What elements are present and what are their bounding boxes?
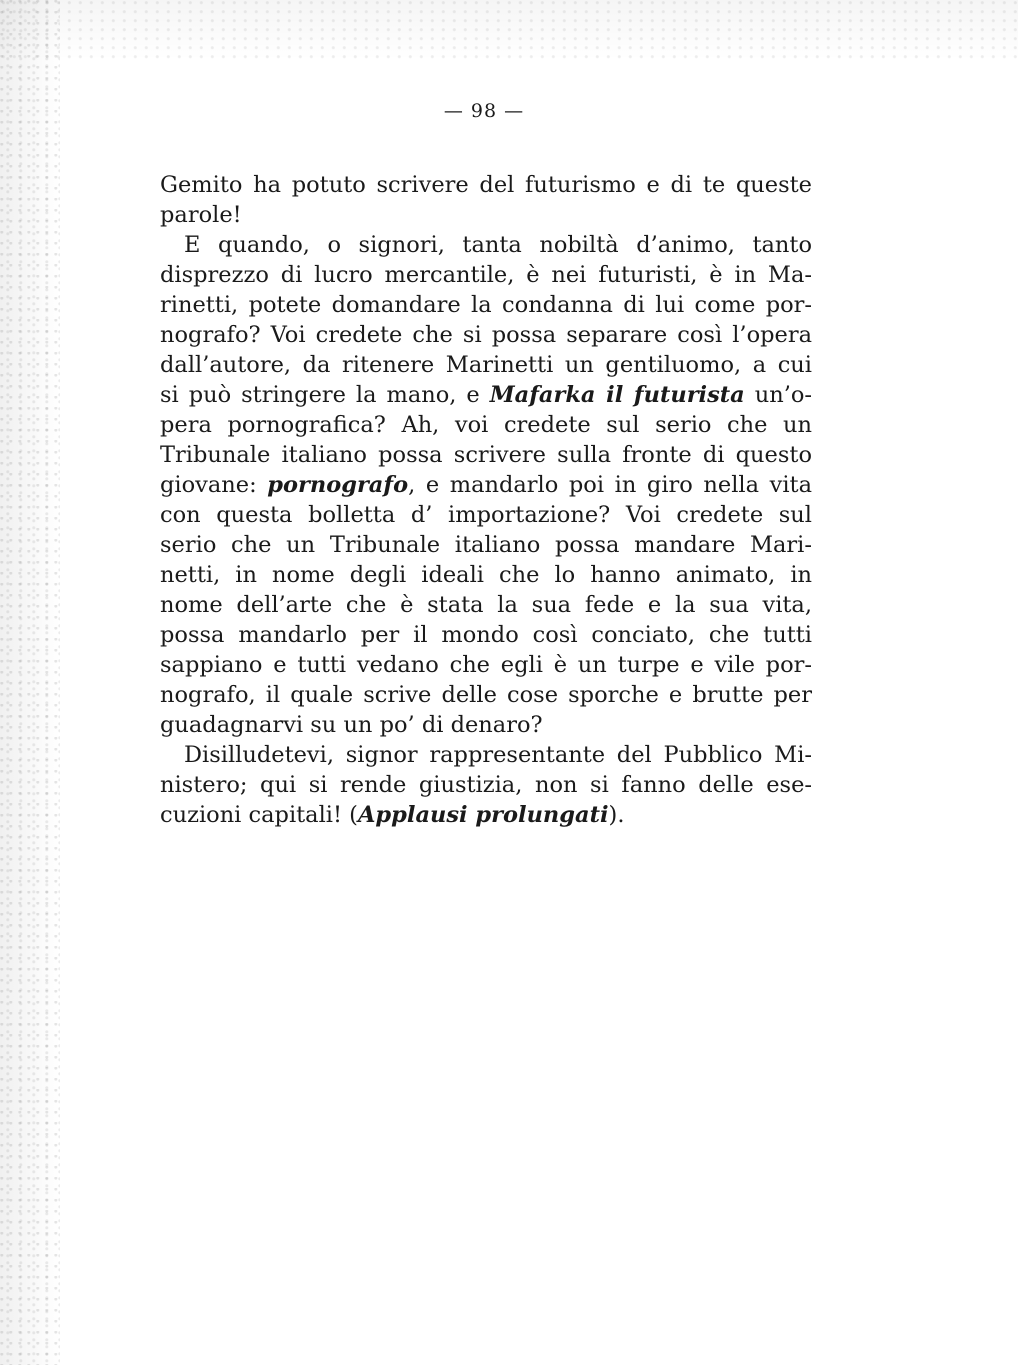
text-segment: , e mandarlo poi in giro nella vita — [408, 472, 812, 498]
text-line-with-emphasis — [160, 470, 812, 500]
text-line: serio che un Tribunale italiano possa mandare Mari- — [160, 532, 812, 558]
text-segment: cuzioni capitali! ( — [160, 802, 358, 828]
text-line: con questa bolletta d’ importazione? Voi credete sul — [160, 502, 812, 528]
text-line: nografo, il quale scrive delle cose sporche e brutte per — [160, 682, 812, 708]
text-line: parole! — [160, 202, 242, 228]
text-line: nografo? Voi credete che si possa separare così l’opera — [160, 322, 812, 348]
body-text — [160, 170, 812, 830]
scan-noise-top-edge — [0, 0, 1018, 60]
text-line: netti, in nome degli ideali che lo hanno animato, in — [160, 562, 812, 588]
text-line: nistero; qui si rende giustizia, non si fanno delle ese- — [160, 772, 812, 798]
text-line-with-stage-direction — [160, 800, 812, 830]
text-line: nome dell’arte che è stata la sua fede e la sua vita, — [160, 592, 812, 618]
text-line: possa mandarlo per il mondo così conciato, che tutti — [160, 622, 812, 648]
text-segment: un’o- — [744, 382, 813, 408]
text-line-with-title — [160, 380, 812, 410]
text-line: Tribunale italiano possa scrivere sulla fronte di questo — [160, 442, 812, 468]
text-segment: si può stringere la mano, e — [160, 382, 490, 408]
paragraph-start-line: E quando, o signori, tanta nobiltà d’animo, tanto — [184, 232, 812, 258]
text-segment: ). — [608, 802, 625, 828]
stage-direction: Applausi prolungati — [357, 802, 609, 828]
paragraph-start-line: Disilludetevi, signor rappresentante del Pubblico Mi- — [184, 742, 812, 768]
emphasized-word: pornografo — [267, 472, 409, 498]
text-line: disprezzo di lucro mercantile, è nei futuristi, è in Ma- — [160, 262, 812, 288]
text-line: rinetti, potete domandare la condanna di lui come por- — [160, 292, 812, 318]
text-line: dall’autore, da ritenere Marinetti un gentiluomo, a cui — [160, 352, 812, 378]
scan-noise-left-edge — [0, 0, 60, 1365]
book-title: Mafarka il futurista — [489, 382, 745, 408]
text-line: sappiano e tutti vedano che egli è un turpe e vile por- — [160, 652, 812, 678]
text-line: pera pornografica? Ah, voi credete sul serio che un — [160, 412, 812, 438]
text-line: Gemito ha potuto scrivere del futurismo e di te queste — [160, 172, 812, 198]
text-line: guadagnarvi su un po’ di denaro? — [160, 712, 543, 738]
text-segment: giovane: — [160, 472, 268, 498]
page-number: — 98 — — [443, 100, 525, 122]
